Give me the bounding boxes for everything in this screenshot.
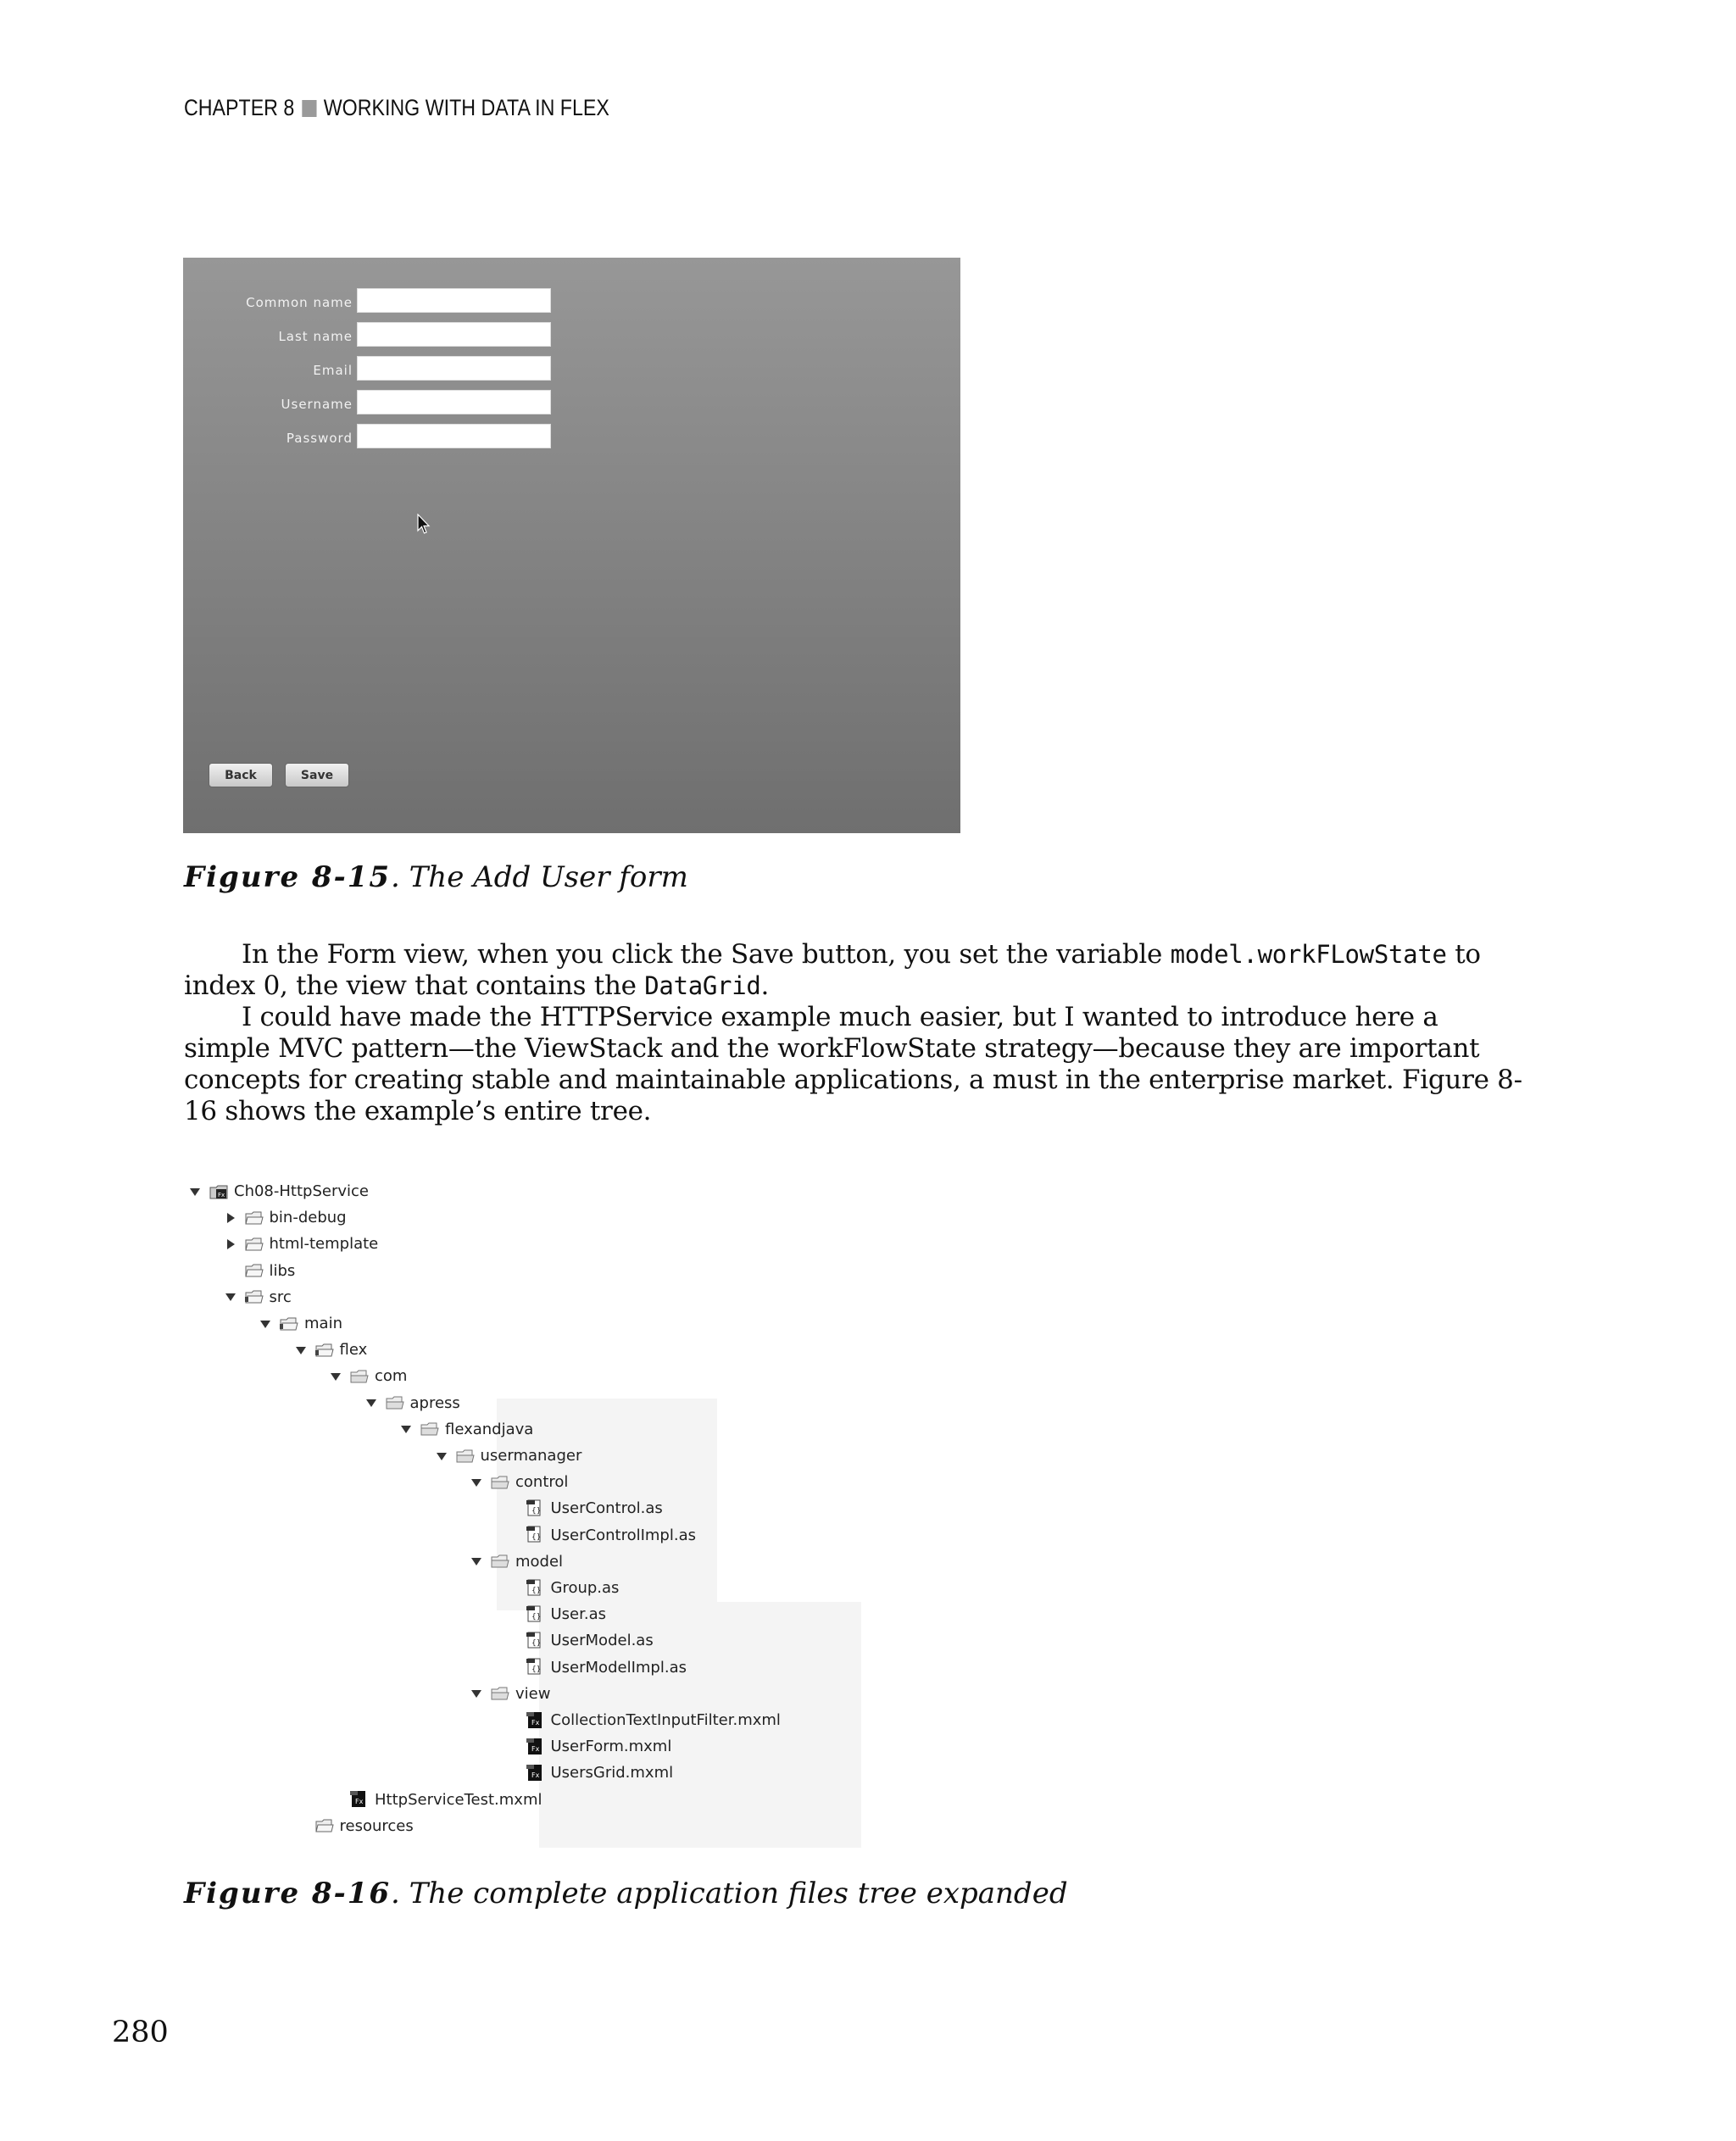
tree-node-label: UserModelImpl.as <box>550 1658 687 1677</box>
folder-icon <box>244 1236 264 1253</box>
expand-triangle-icon[interactable] <box>470 1687 483 1700</box>
tree-node-label: control <box>515 1473 569 1492</box>
tree-node-label: view <box>515 1684 551 1703</box>
mxml-file-icon <box>526 1765 546 1782</box>
expand-triangle-icon[interactable] <box>470 1554 483 1568</box>
tree-spacer <box>505 1582 519 1595</box>
expand-triangle-icon[interactable] <box>435 1449 448 1463</box>
tree-node[interactable] <box>505 1522 697 1549</box>
tree-node[interactable] <box>188 1178 369 1204</box>
svg-text:Fx: Fx <box>531 1718 539 1727</box>
tree-node[interactable] <box>470 1549 563 1575</box>
svg-text:{}: {} <box>531 1506 541 1515</box>
figure-8-16-caption <box>184 1877 1068 1910</box>
tree-spacer <box>505 1740 519 1754</box>
actionscript-file-icon <box>526 1659 546 1676</box>
svg-text:{}: {} <box>531 1666 541 1675</box>
actionscript-file-icon <box>526 1500 546 1517</box>
collapse-triangle-icon[interactable] <box>224 1237 237 1251</box>
form-row-password <box>183 424 522 453</box>
tree-node[interactable] <box>505 1733 672 1760</box>
tree-node[interactable] <box>294 1337 368 1363</box>
tree-spacer <box>505 1766 519 1780</box>
tree-node-label: com <box>375 1367 408 1386</box>
common-name-input[interactable] <box>357 288 551 313</box>
tree-spacer <box>294 1819 308 1832</box>
tree-spacer <box>224 1264 237 1277</box>
project-icon <box>209 1183 229 1200</box>
tree-node-label: src <box>269 1287 292 1306</box>
svg-text:{}: {} <box>531 1533 541 1543</box>
figure-8-15-caption <box>184 860 688 894</box>
tree-node[interactable] <box>505 1654 687 1681</box>
common-name-label: Common name <box>246 295 353 310</box>
email-input[interactable] <box>357 356 551 381</box>
email-label: Email <box>313 363 353 378</box>
source-folder-icon <box>279 1315 299 1332</box>
tree-node-label: User.as <box>550 1605 607 1624</box>
actionscript-file-icon <box>526 1632 546 1649</box>
save-button[interactable]: Save <box>285 763 349 787</box>
tree-node-label: main <box>304 1315 342 1332</box>
actionscript-file-icon <box>526 1527 546 1543</box>
figure-8-15-text: . The Add User form <box>391 860 688 894</box>
expand-triangle-icon[interactable] <box>399 1422 413 1436</box>
actionscript-file-icon <box>526 1580 546 1597</box>
tree-node[interactable] <box>224 1231 379 1257</box>
figure-8-16-text: . The complete application files tree expanded <box>391 1877 1068 1910</box>
tree-node[interactable] <box>505 1627 654 1654</box>
package-icon <box>490 1685 510 1702</box>
paragraph-1-part-a: In the Form view, when you click the Save button, you set the variable <box>242 939 1171 970</box>
paragraph-1 <box>184 939 1532 1002</box>
code-workflowstate: model.workFLowState <box>1170 940 1447 969</box>
password-label: Password <box>286 431 353 446</box>
paragraph-2: I could have made the HTTPService example much easier, but I wanted to introduce here a simple MVC pattern—the ViewStack and the workFlowState strategy—because they are important concepts for creating stable and maintainable applications, a must in the enterprise market. Figure 8-16 shows the example’s entire tree. <box>184 1002 1522 1126</box>
tree-node[interactable] <box>224 1284 292 1310</box>
package-icon <box>420 1421 440 1438</box>
package-icon <box>385 1394 405 1411</box>
mxml-file-icon <box>526 1738 546 1755</box>
tree-node-label: UsersGrid.mxml <box>550 1764 674 1782</box>
tree-node[interactable] <box>505 1575 620 1601</box>
package-icon <box>490 1474 510 1491</box>
tree-node-label: Group.as <box>550 1579 620 1597</box>
tree-node-label: resources <box>339 1816 414 1835</box>
source-folder-icon <box>244 1288 264 1305</box>
svg-text:Fx: Fx <box>355 1798 364 1806</box>
tree-spacer <box>505 1502 519 1515</box>
folder-icon <box>244 1262 264 1279</box>
paragraph-1-part-b: to index 0, the view that contains the <box>184 939 1481 1001</box>
tree-spacer <box>505 1528 519 1542</box>
form-row-username <box>183 390 522 419</box>
tree-node-label: usermanager <box>480 1447 582 1465</box>
tree-node-label: libs <box>269 1261 296 1280</box>
header-square-icon <box>302 100 316 117</box>
tree-spacer <box>505 1634 519 1648</box>
svg-text:{}: {} <box>531 1612 541 1621</box>
tree-node-label: apress <box>409 1393 460 1412</box>
tree-node-label: flexandjava <box>445 1420 534 1438</box>
page-number: 280 <box>112 2016 169 2049</box>
expand-triangle-icon[interactable] <box>294 1343 308 1357</box>
last-name-input[interactable] <box>357 322 551 347</box>
tree-node-label: Ch08-HttpService <box>234 1182 369 1200</box>
tree-node[interactable] <box>505 1495 663 1521</box>
tree-node-label: CollectionTextInputFilter.mxml <box>550 1711 781 1729</box>
body-text <box>184 939 1532 1127</box>
tree-node[interactable] <box>364 1390 460 1416</box>
tree-spacer <box>505 1608 519 1621</box>
tree-node-label: UserControl.as <box>550 1499 663 1518</box>
tree-node[interactable] <box>470 1469 568 1495</box>
project-tree-screenshot <box>183 1178 861 1843</box>
tree-spacer <box>329 1793 342 1806</box>
username-input[interactable] <box>357 390 551 414</box>
svg-text:Fx: Fx <box>531 1744 539 1753</box>
last-name-label: Last name <box>278 329 353 344</box>
add-user-form-screenshot <box>183 258 960 833</box>
tree-node[interactable] <box>435 1443 582 1469</box>
tree-node[interactable] <box>294 1813 414 1839</box>
tree-node-label: flex <box>339 1341 368 1360</box>
actionscript-file-icon <box>526 1606 546 1623</box>
expand-triangle-icon[interactable] <box>470 1476 483 1489</box>
collapse-triangle-icon[interactable] <box>224 1211 237 1225</box>
running-header <box>184 95 609 121</box>
password-input[interactable] <box>357 424 551 448</box>
expand-triangle-icon[interactable] <box>259 1317 272 1331</box>
tree-node-label: model <box>515 1552 564 1571</box>
folder-icon <box>314 1817 335 1834</box>
package-icon <box>455 1448 476 1465</box>
tree-node[interactable] <box>329 1363 407 1389</box>
tree-node[interactable] <box>224 1204 347 1231</box>
tree-node-label: bin-debug <box>269 1209 347 1227</box>
code-datagrid: DataGrid <box>644 971 761 1000</box>
back-button[interactable]: Back <box>209 763 273 787</box>
username-label: Username <box>281 397 353 412</box>
tree-node[interactable] <box>259 1310 342 1337</box>
figure-8-16-label: Figure 8-16 <box>184 1877 392 1910</box>
chapter-label: CHAPTER 8 <box>184 95 295 120</box>
mxml-file-icon <box>349 1791 370 1808</box>
form-row-last-name <box>183 322 522 351</box>
source-folder-icon <box>314 1342 335 1359</box>
tree-node[interactable] <box>505 1707 781 1733</box>
form-row-email <box>183 356 522 385</box>
expand-triangle-icon[interactable] <box>188 1185 202 1198</box>
svg-text:{}: {} <box>531 1638 541 1648</box>
figure-8-15-label: Figure 8-15 <box>184 860 392 894</box>
expand-triangle-icon[interactable] <box>329 1370 342 1383</box>
tree-node[interactable] <box>505 1760 674 1786</box>
tree-node[interactable] <box>329 1787 542 1813</box>
tree-node-label: html-template <box>269 1235 379 1254</box>
tree-node-label: UserForm.mxml <box>550 1738 672 1756</box>
tree-node[interactable] <box>399 1416 533 1443</box>
tree-node[interactable] <box>505 1601 607 1627</box>
svg-text:{}: {} <box>531 1586 541 1595</box>
tree-node[interactable] <box>470 1681 550 1707</box>
svg-text:Fx: Fx <box>218 1191 225 1198</box>
tree-spacer <box>505 1714 519 1727</box>
form-row-common-name <box>183 288 522 317</box>
mouse-cursor-icon <box>416 514 431 536</box>
folder-icon <box>244 1210 264 1226</box>
svg-text:Fx: Fx <box>531 1771 539 1779</box>
tree-spacer <box>505 1660 519 1674</box>
tree-node[interactable] <box>224 1258 296 1284</box>
expand-triangle-icon[interactable] <box>364 1396 378 1410</box>
tree-node-label: HttpServiceTest.mxml <box>375 1790 542 1809</box>
tree-node-label: UserModel.as <box>550 1632 654 1650</box>
mxml-file-icon <box>526 1712 546 1729</box>
package-icon <box>490 1553 510 1570</box>
chapter-title: WORKING WITH DATA IN FLEX <box>323 95 609 120</box>
package-icon <box>349 1368 370 1385</box>
paragraph-1-part-c: . <box>760 970 770 1001</box>
tree-node-label: UserControlImpl.as <box>550 1526 696 1544</box>
expand-triangle-icon[interactable] <box>224 1290 237 1304</box>
